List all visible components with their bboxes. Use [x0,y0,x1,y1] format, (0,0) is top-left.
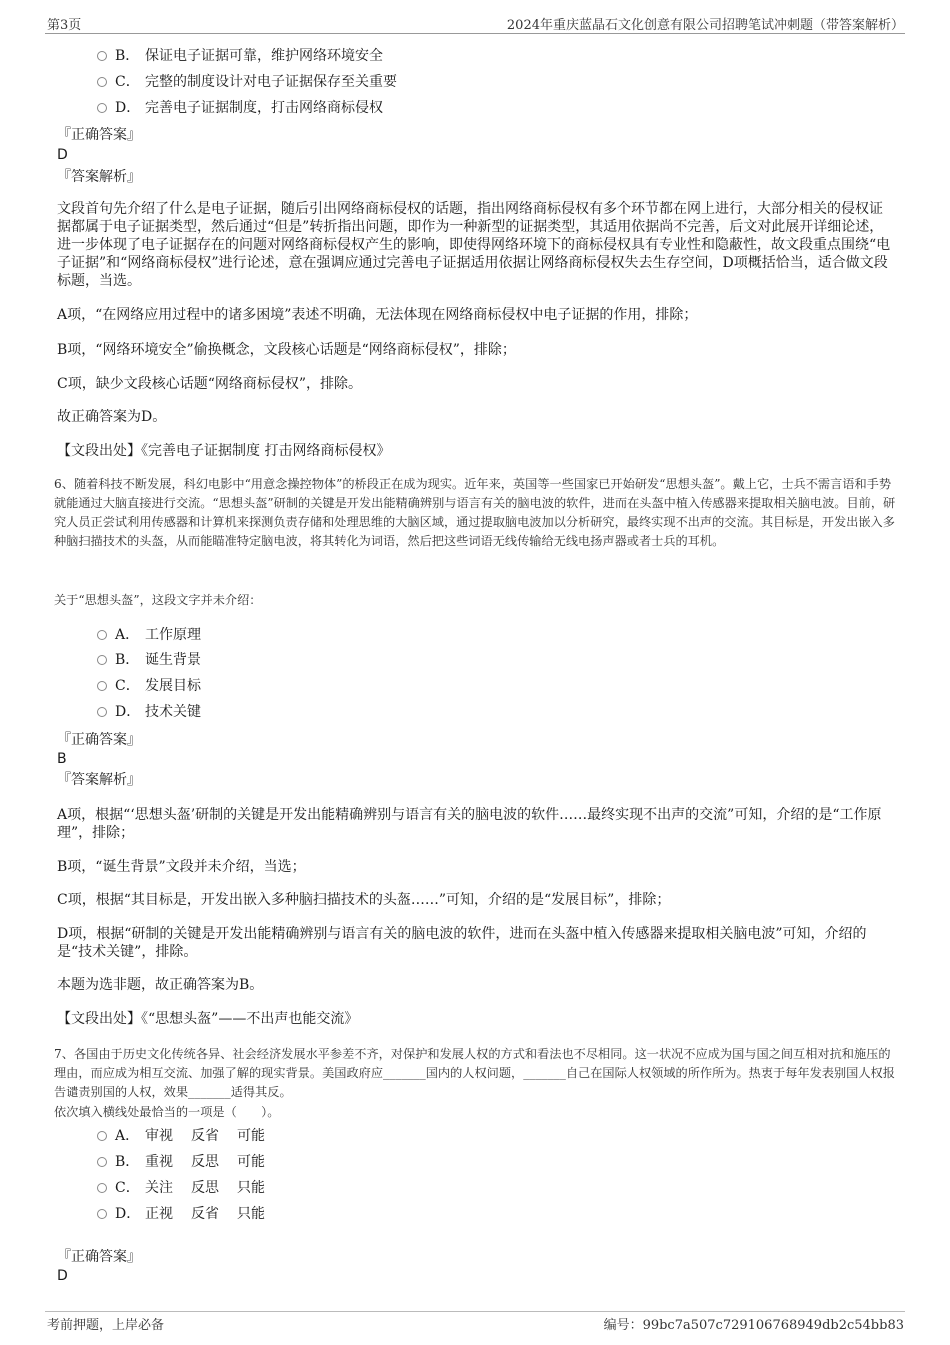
q6-analysis-c: C项，根据“其目标是，开发出嵌入多种脑扫描技术的头盔……”可知，介绍的是“发展目标”，排除； [57,892,671,908]
document-title: 2024年重庆蓝晶石文化创意有限公司招聘笔试冲刺题（带答案解析） [506,18,904,33]
q6-question: 关于“思想头盔”，这段文字并未介绍： [54,593,262,607]
radio-icon[interactable] [97,51,107,61]
radio-icon[interactable] [97,707,107,717]
q6-analysis-d: D项，根据“研制的关键是开发出能精确辨别与语言有关的脑电波的软件，进而在头盔中植入传感器来提取相关脑电波”可知，介绍的是“技术关键”，排除。 [57,926,867,960]
q5-option-b[interactable]: B． 保证电子证据可靠，维护网络环境安全 [97,46,383,66]
q7-option-d[interactable]: D． 正视 反省 只能 [97,1204,265,1224]
page-number: 第3页 [47,18,82,33]
q5-analysis-c: C项，缺少文段核心话题“网络商标侵权”，排除。 [57,376,363,392]
q5-conclusion: 故正确答案为D。 [57,409,167,425]
radio-icon[interactable] [97,655,107,665]
radio-icon[interactable] [97,681,107,691]
radio-icon[interactable] [97,1183,107,1193]
radio-icon[interactable] [97,103,107,113]
q7-option-b[interactable]: B． 重视 反思 可能 [97,1152,265,1172]
footer-serial: 编号：99bc7a507c729106768949db2c54bb83 [603,1318,904,1333]
header-divider [45,33,905,34]
q6-option-d[interactable]: D． 技术关键 [97,702,201,722]
radio-icon[interactable] [97,1131,107,1141]
q6-analysis-label: 『答案解析』 [57,772,141,788]
radio-icon[interactable] [97,630,107,640]
q7-stem: 7、各国由于历史文化传统各异、社会经济发展水平参差不齐，对保护和发展人权的方式和看法也不尽相同。这一状况不应成为国与国之间互相对抗和施压的理由，而应成为相互交流、加强了解的现实背景。美国政府应_______国内的人权问题，_______自己在国际人权领域的所作所为。热衷于每年发表别国人权报告谴责别国的人权，效果_______适得其反。 [54,1047,895,1099]
footer-slogan: 考前押题，上岸必备 [47,1318,165,1333]
q5-analysis-a: A项，“在网络应用过程中的诸多困境”表述不明确，无法体现在网络商标侵权中电子证据的作用，排除； [57,307,698,323]
footer-divider [45,1311,905,1312]
q7-option-a[interactable]: A． 审视 反省 可能 [97,1126,265,1146]
q6-answer-label: 『正确答案』 [57,732,141,748]
q6-answer: B [57,751,67,767]
q6-option-a[interactable]: A． 工作原理 [97,625,201,645]
q6-source: 【文段出处】《“思想头盔”——不出声也能交流》 [57,1011,359,1027]
q7-answer: D [57,1268,68,1284]
q5-analysis-label: 『答案解析』 [57,169,141,185]
q6-option-b[interactable]: B． 诞生背景 [97,650,201,670]
radio-icon[interactable] [97,1157,107,1167]
q5-option-d[interactable]: D． 完善电子证据制度，打击网络商标侵权 [97,98,383,118]
q6-option-c[interactable]: C． 发展目标 [97,676,201,696]
q6-stem: 6、随着科技不断发展，科幻电影中“用意念操控物体”的桥段正在成为现实。近年来，英国等一些国家已开始研发“思想头盔”。戴上它，士兵不需言语和手势就能通过大脑直接进行交流。“思想头盔”研制的关键是开发出能精确辨别与语言有关的脑电波的软件，进而在头盔中植入传感器来提取相关脑电波。目前，研究人员正尝试利用传感器和计算机来探测负责存储和处理思维的大脑区域，通过提取脑电波加以分析研究，最终实现不出声的交流。其目标是，开发出嵌入多种脑扫描技术的头盔，从而能瞄准特定脑电波，将其转化为词语，然后把这些词语无线传输给无线电扬声器或者士兵的耳机。 [54,477,896,548]
q5-analysis-main: 文段首句先介绍了什么是电子证据，随后引出网络商标侵权的话题，指出网络商标侵权有多个环节都在网上进行，大部分相关的侵权证据都属于电子证据类型，然后通过“但是”转折指出问题，即作为一种新型的证据类型，其适用依据尚不完善，后文对此展开详细论述，进一步体现了电子证据存在的问题对网络商标侵权产生的影响，即使得网络环境下的商标侵权具有专业性和隐蔽性，故文段重点围绕“电子证据”和“网络商标侵权”进行论述，意在强调应通过完善电子证据适用依据让网络商标侵权失去生存空间，D项概括恰当，适合做文段标题，当选。 [57,201,891,289]
q7-answer-label: 『正确答案』 [57,1249,141,1265]
radio-icon[interactable] [97,77,107,87]
q5-option-c[interactable]: C． 完整的制度设计对电子证据保存至关重要 [97,72,397,92]
q6-analysis-a: A项，根据“‘思想头盔’研制的关键是开发出能精确辨别与语言有关的脑电波的软件……最终实现不出声的交流”可知，介绍的是“工作原理”，排除； [57,807,882,841]
q5-analysis-b: B项，“网络环境安全”偷换概念，文段核心话题是“网络商标侵权”，排除； [57,342,516,358]
q6-conclusion: 本题为选非题，故正确答案为B。 [57,977,264,993]
q5-answer-label: 『正确答案』 [57,127,141,143]
q6-analysis-b: B项，“诞生背景”文段并未介绍，当选； [57,859,306,875]
q5-source: 【文段出处】《完善电子证据制度 打击网络商标侵权》 [57,443,391,459]
q7-option-c[interactable]: C． 关注 反思 只能 [97,1178,265,1198]
radio-icon[interactable] [97,1209,107,1219]
q7-question: 依次填入横线处最恰当的一项是（ ）。 [54,1105,280,1119]
q5-answer: D [57,147,68,163]
